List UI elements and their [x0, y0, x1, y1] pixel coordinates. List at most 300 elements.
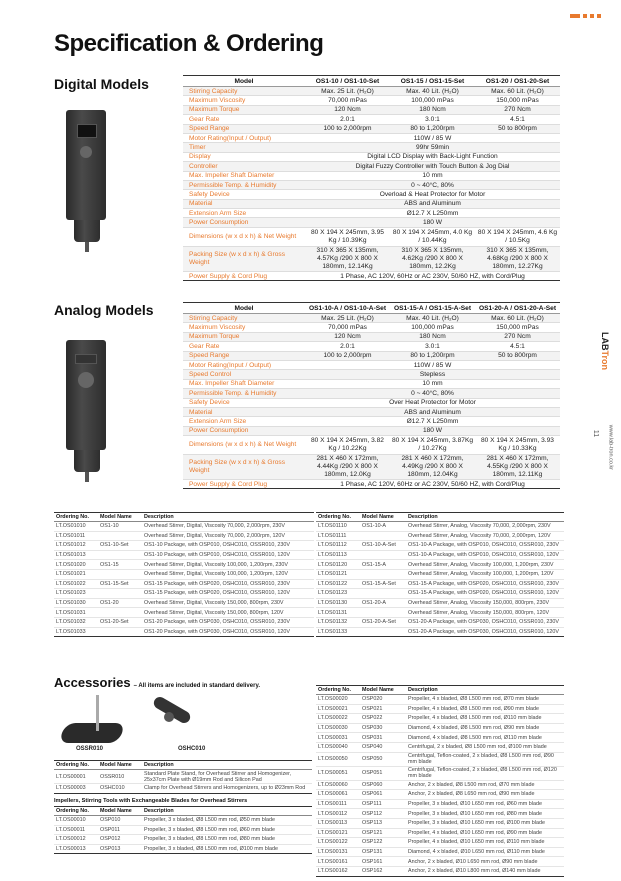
model-name: OSP010	[98, 816, 142, 826]
order-row	[54, 825, 312, 835]
order-row	[54, 579, 314, 589]
description: Overhead Stirrer, Analog, Viscosity 100,000, 1,200rpm, 230V	[406, 560, 564, 570]
description: OS1-10-A Package, with OSP010, OSHC010, OSSR010, 230V	[406, 541, 564, 551]
description: OS1-15 Package, with OSP020, OSHC010, OSSR010, 230V	[142, 579, 314, 589]
model-name	[98, 589, 142, 599]
order-row	[316, 752, 564, 766]
description: Propeller, 4 x bladed, Ø8 L500 mm rod, Ø90 mm blade	[406, 704, 564, 714]
spec-row	[183, 271, 560, 280]
order-row	[54, 589, 314, 599]
spec-value: Max. 40 Lit. (H₂O)	[390, 314, 475, 323]
spec-label: Material	[183, 199, 305, 208]
spec-value: 70,000 mPas	[305, 323, 390, 332]
order-header-cell: Model Name	[360, 513, 406, 522]
order-number: LT.OS01033	[54, 627, 98, 637]
order-row	[316, 733, 564, 743]
spec-label: Packing Size (w x d x h) & Gross Weight	[183, 246, 305, 271]
order-header-cell: Description	[406, 513, 564, 522]
order-header-cell: Description	[142, 807, 312, 816]
accessories-title	[54, 675, 260, 690]
description: Overhead Stirrer, Digital, Viscosity 150,000, 800rpm, 230V	[142, 598, 314, 608]
order-row	[316, 589, 564, 599]
order-row	[54, 560, 314, 570]
spec-value: 4.5:1	[475, 115, 560, 124]
spec-row	[183, 379, 560, 388]
order-number: LT.OS01010	[54, 522, 98, 532]
side-brand-tron: Tron	[600, 350, 610, 370]
digital-models-title: Digital Models	[54, 76, 149, 92]
order-row	[316, 531, 564, 541]
spec-label: Gear Rate	[183, 115, 305, 124]
accessories-note: – All items are included in standard delivery.	[133, 683, 260, 689]
model-name: OSP021	[360, 704, 406, 714]
spec-value: 281 X 460 X 172mm, 4.49Kg /290 X 800 X 180mm, 12.04Kg	[390, 455, 475, 480]
spec-value: ABS and Aluminum	[305, 199, 560, 208]
spec-value: Max. 60 Lit. (H₂O)	[475, 87, 560, 96]
spec-value: 0 ~ 40°C, 80%	[305, 180, 560, 189]
model-name	[98, 569, 142, 579]
model-name: OSP040	[360, 742, 406, 752]
spec-value: 1 Phase, AC 120V, 60Hz or AC 230V, 50/60 HZ, with Cord/Plug	[305, 480, 560, 489]
spec-value: 1 Phase, AC 120V, 60Hz or AC 230V, 50/60 HZ, with Cord/Plug	[305, 271, 560, 280]
model-name	[360, 627, 406, 637]
spec-value: 2.0:1	[305, 115, 390, 124]
description: Clamp for Overhead Stirrers and Homogenizers, up to Ø23mm Rod	[142, 784, 312, 794]
order-row	[316, 809, 564, 819]
spec-value: 120 Ncm	[305, 332, 390, 341]
spec-row	[183, 199, 560, 208]
order-number: LT.OS01111	[316, 531, 360, 541]
description: OS1-15-A Package, with OSP020, OSHC010, OSSR010, 230V	[406, 579, 564, 589]
spec-row	[183, 246, 560, 271]
spec-row	[183, 398, 560, 407]
spec-value: 150,000 mPas	[475, 323, 560, 332]
order-row	[54, 550, 314, 560]
spec-label: Dimensions (w x d x h) & Net Weight	[183, 436, 305, 455]
model-name: OS1-20-A	[360, 598, 406, 608]
clamp-image-label: OSHC010	[178, 746, 206, 752]
description: Propeller, 4 x bladed, Ø8 L500 mm rod, Ø70 mm blade	[406, 695, 564, 705]
order-header-row	[54, 513, 314, 522]
description: Overhead Stirrer, Analog, Viscosity 150,000, 800rpm, 230V	[406, 598, 564, 608]
order-row	[316, 714, 564, 724]
order-row	[54, 784, 312, 794]
spec-value: Stepless	[305, 370, 560, 379]
side-brand-lab: LAB	[600, 332, 610, 351]
spec-value: 110W / 85 W	[305, 360, 560, 369]
spec-label: Extension Arm Size	[183, 209, 305, 218]
spec-value: 80 X 194 X 245mm, 3.93 Kg / 10.33Kg	[475, 436, 560, 455]
spec-value: 4.5:1	[475, 342, 560, 351]
spec-header-row	[183, 303, 560, 314]
order-row	[316, 598, 564, 608]
order-header-cell: Ordering No.	[316, 513, 360, 522]
digital-spec-table	[183, 75, 560, 281]
description: Propeller, 3 x bladed, Ø10 L650 mm rod, Ø80 mm blade	[406, 809, 564, 819]
description: Diamond, 4 x bladed, Ø8 L500 mm rod, Ø110 mm blade	[406, 733, 564, 743]
spec-label: Motor Rating(Input / Output)	[183, 360, 305, 369]
description: Overhead Stirrer, Digital, Viscosity 100,000, 1,200rpm, 120V	[142, 569, 314, 579]
spec-value: 100,000 mPas	[390, 96, 475, 105]
model-name: OSP022	[360, 714, 406, 724]
order-row	[54, 541, 314, 551]
header-decoration	[570, 14, 601, 18]
spec-label: Maximum Torque	[183, 332, 305, 341]
model-name	[360, 608, 406, 618]
spec-row	[183, 370, 560, 379]
spec-value: 100 to 2,000rpm	[305, 351, 390, 360]
model-name: OS1-15-Set	[98, 579, 142, 589]
spec-header-cell: OS1-10 / OS1-10-Set	[305, 76, 390, 87]
order-header-row	[54, 807, 312, 816]
spec-value: 80 X 194 X 245mm, 4.0 Kg / 10.44Kg	[390, 227, 475, 246]
spec-row	[183, 360, 560, 369]
spec-value: 80 to 1,200rpm	[390, 351, 475, 360]
spec-row	[183, 96, 560, 105]
order-number: LT.OS01032	[54, 617, 98, 627]
order-number: LT.OS00030	[316, 723, 360, 733]
spec-value: 281 X 460 X 172mm, 4.44Kg /290 X 800 X 180mm, 12.0Kg	[305, 455, 390, 480]
order-row	[316, 569, 564, 579]
spec-label: Stirring Capacity	[183, 87, 305, 96]
spec-value: 70,000 mPas	[305, 96, 390, 105]
order-number: LT.OS00013	[54, 844, 98, 854]
model-name: OS1-10-Set	[98, 541, 142, 551]
spec-value: 180 W	[305, 426, 560, 435]
order-row	[316, 541, 564, 551]
description: Anchor, 2 x bladed, Ø10 L650 mm rod, Ø90 mm blade	[406, 857, 564, 867]
description: Centrifugal, 2 x bladed, Ø8 L500 mm rod, Ø100 mm blade	[406, 742, 564, 752]
order-header-cell: Model Name	[98, 807, 142, 816]
spec-value: 80 X 194 X 245mm, 3.82 Kg / 10.22Kg	[305, 436, 390, 455]
order-row	[316, 780, 564, 790]
model-name: OSP111	[360, 799, 406, 809]
spec-header-cell: OS1-15-A / OS1-15-A-Set	[390, 303, 475, 314]
spec-header-cell: OS1-20 / OS1-20-Set	[475, 76, 560, 87]
spec-row	[183, 436, 560, 455]
spec-row	[183, 351, 560, 360]
stand-image-label: OSSR010	[76, 746, 104, 752]
model-name: OSP131	[360, 847, 406, 857]
order-number: LT.OS00020	[316, 695, 360, 705]
spec-label: Motor Rating(Input / Output)	[183, 133, 305, 142]
spec-label: Dimensions (w x d x h) & Net Weight	[183, 227, 305, 246]
order-row	[316, 723, 564, 733]
spec-label: Permissible Temp. & Humidity	[183, 180, 305, 189]
website-url: www.lab-tron.co.kr	[607, 424, 613, 470]
order-row	[316, 560, 564, 570]
model-name: OSP112	[360, 809, 406, 819]
model-name	[360, 589, 406, 599]
analog-spec-table	[183, 302, 560, 489]
order-row	[316, 847, 564, 857]
spec-value: 180 Ncm	[390, 105, 475, 114]
spec-row	[183, 323, 560, 332]
order-row	[54, 816, 312, 826]
spec-value: 0 ~ 40°C, 80%	[305, 389, 560, 398]
order-header-cell: Model Name	[98, 513, 142, 522]
model-name: OSP050	[360, 752, 406, 766]
order-number: LT.OS00022	[316, 714, 360, 724]
order-number: LT.OS00131	[316, 847, 360, 857]
description: Overhead Stirrer, Digital, Viscosity 70,000, 2,000rpm, 120V	[142, 531, 314, 541]
spec-value: Max. 25 Lit. (H₂O)	[305, 87, 390, 96]
order-number: LT.OS01122	[316, 579, 360, 589]
spec-row	[183, 407, 560, 416]
order-number: LT.OS00122	[316, 838, 360, 848]
spec-row	[183, 124, 560, 133]
spec-value: 50 to 800rpm	[475, 124, 560, 133]
spec-value: Over Heat Protector for Motor	[305, 398, 560, 407]
order-number: LT.OS01110	[316, 522, 360, 532]
spec-value: Digital LCD Display with Back-Light Function	[305, 152, 560, 161]
model-name: OSP121	[360, 828, 406, 838]
model-name: OSSR010	[98, 770, 142, 784]
order-row	[54, 531, 314, 541]
spec-value: 110W / 85 W	[305, 133, 560, 142]
order-row	[54, 522, 314, 532]
description: OS1-10-A Package, with OSP010, OSHC010, OSSR010, 120V	[406, 550, 564, 560]
order-row	[316, 790, 564, 800]
spec-row	[183, 115, 560, 124]
spec-label: Extension Arm Size	[183, 417, 305, 426]
side-brand-logo	[600, 332, 610, 370]
model-name: OSP162	[360, 866, 406, 876]
order-number: LT.OS00061	[316, 790, 360, 800]
order-row	[54, 844, 312, 854]
model-name	[98, 550, 142, 560]
order-number: LT.OS00011	[54, 825, 98, 835]
model-name	[98, 608, 142, 618]
order-number: LT.OS00162	[316, 866, 360, 876]
page-number: 11	[591, 429, 599, 438]
model-name	[98, 531, 142, 541]
order-number: LT.OS01120	[316, 560, 360, 570]
spec-row	[183, 105, 560, 114]
spec-row	[183, 133, 560, 142]
model-name: OSP013	[98, 844, 142, 854]
order-header-row	[316, 686, 564, 695]
spec-value: ABS and Aluminum	[305, 407, 560, 416]
description: Overhead Stirrer, Digital, Viscosity 100,000, 1,200rpm, 230V	[142, 560, 314, 570]
description: Propeller, 3 x bladed, Ø8 L500 mm rod, Ø100 mm blade	[142, 844, 312, 854]
spec-row	[183, 332, 560, 341]
spec-label: Max. Impeller Shaft Diameter	[183, 171, 305, 180]
spec-value: 180 Ncm	[390, 332, 475, 341]
order-number: LT.OS00031	[316, 733, 360, 743]
spec-label: Maximum Viscosity	[183, 96, 305, 105]
description: Centrifugal, Teflon-coated, 2 x bladed, Ø8 L500 mm rod, Ø90 mm blade	[406, 752, 564, 766]
model-name: OSP030	[360, 723, 406, 733]
order-row	[316, 627, 564, 637]
spec-value: 80 X 194 X 245mm, 3.95 Kg / 10.39Kg	[305, 227, 390, 246]
order-row	[316, 857, 564, 867]
spec-label: Power Supply & Cord Plug	[183, 271, 305, 280]
order-number: LT.OS01031	[54, 608, 98, 618]
description: OS1-15 Package, with OSP020, OSHC010, OSSR010, 120V	[142, 589, 314, 599]
order-number: LT.OS01013	[54, 550, 98, 560]
description: OS1-20-A Package, with OSP030, OSHC010, OSSR010, 230V	[406, 617, 564, 627]
impellers-ordering-table-right	[316, 685, 564, 877]
model-name: OSP061	[360, 790, 406, 800]
order-row	[316, 818, 564, 828]
order-row	[316, 608, 564, 618]
spec-label: Controller	[183, 162, 305, 171]
order-number: LT.OS00021	[316, 704, 360, 714]
order-header-cell: Ordering No.	[54, 761, 98, 770]
spec-label: Stirring Capacity	[183, 314, 305, 323]
description: Propeller, 3 x bladed, Ø8 L500 mm rod, Ø50 mm blade	[142, 816, 312, 826]
spec-header-cell: OS1-15 / OS1-15-Set	[390, 76, 475, 87]
spec-row	[183, 162, 560, 171]
order-number: LT.OS01131	[316, 608, 360, 618]
spec-header-row	[183, 76, 560, 87]
spec-label: Material	[183, 407, 305, 416]
order-row	[316, 550, 564, 560]
order-number: LT.OS00161	[316, 857, 360, 867]
model-name: OS1-10-A-Set	[360, 541, 406, 551]
spec-value: 310 X 365 X 135mm, 4.62Kg /290 X 800 X 180mm, 12.2Kg	[390, 246, 475, 271]
spec-value: 99hr 59min	[305, 143, 560, 152]
spec-row	[183, 143, 560, 152]
spec-label: Packing Size (w x d x h) & Gross Weight	[183, 455, 305, 480]
order-number: LT.OS01121	[316, 569, 360, 579]
order-number: LT.OS00111	[316, 799, 360, 809]
analog-ordering-table	[316, 512, 564, 637]
accessories-ordering-table	[54, 760, 312, 794]
spec-row	[183, 87, 560, 96]
impellers-title: Impellers, Stirring Tools with Exchangeable Blades for Overhead Stirrers	[54, 798, 248, 804]
model-name	[360, 569, 406, 579]
spec-row	[183, 171, 560, 180]
order-number: LT.OS01133	[316, 627, 360, 637]
order-row	[316, 742, 564, 752]
order-row	[316, 695, 564, 705]
spec-header-cell: OS1-10-A / OS1-10-A-Set	[305, 303, 390, 314]
description: Propeller, 3 x bladed, Ø8 L500 mm rod, Ø60 mm blade	[142, 825, 312, 835]
order-number: LT.OS01130	[316, 598, 360, 608]
model-name: OS1-20	[98, 598, 142, 608]
order-number: LT.OS01020	[54, 560, 98, 570]
spec-row	[183, 480, 560, 489]
description: Propeller, 3 x bladed, Ø10 L650 mm rod, Ø100 mm blade	[406, 818, 564, 828]
spec-label: Gear Rate	[183, 342, 305, 351]
order-header-cell: Ordering No.	[54, 807, 98, 816]
spec-value: 80 X 194 X 245mm, 3.87Kg / 10.27Kg	[390, 436, 475, 455]
order-number: LT.OS00051	[316, 766, 360, 780]
order-row	[316, 866, 564, 876]
spec-value: 310 X 365 X 135mm, 4.68Kg /290 X 800 X 180mm, 12.27Kg	[475, 246, 560, 271]
order-header-row	[316, 513, 564, 522]
model-name: OSP031	[360, 733, 406, 743]
order-number: LT.OS01132	[316, 617, 360, 627]
model-name: OS1-15-A-Set	[360, 579, 406, 589]
spec-value: 281 X 460 X 172mm, 4.55Kg /290 X 800 X 180mm, 12.11Kg	[475, 455, 560, 480]
spec-value: 2.0:1	[305, 342, 390, 351]
spec-value: 150,000 mPas	[475, 96, 560, 105]
order-number: LT.OS00121	[316, 828, 360, 838]
description: Propeller, 3 x bladed, Ø10 L650 mm rod, Ø60 mm blade	[406, 799, 564, 809]
order-number: LT.OS00112	[316, 809, 360, 819]
spec-value: 50 to 800rpm	[475, 351, 560, 360]
description: OS1-20 Package, with OSP030, OSHC010, OSSR010, 120V	[142, 627, 314, 637]
page-title: Specification & Ordering	[54, 30, 324, 57]
spec-row	[183, 190, 560, 199]
spec-label: Maximum Viscosity	[183, 323, 305, 332]
spec-row	[183, 389, 560, 398]
order-header-cell: Ordering No.	[54, 513, 98, 522]
description: Propeller, 3 x bladed, Ø8 L500 mm rod, Ø80 mm blade	[142, 835, 312, 845]
spec-value: 80 X 194 X 245mm, 4.6 Kg / 10.5Kg	[475, 227, 560, 246]
order-number: LT.OS00001	[54, 770, 98, 784]
description: Overhead Stirrer, Digital, Viscosity 150,000, 800rpm, 120V	[142, 608, 314, 618]
description: Propeller, 4 x bladed, Ø10 L650 mm rod, Ø110 mm blade	[406, 838, 564, 848]
spec-label: Display	[183, 152, 305, 161]
order-number: LT.OS01021	[54, 569, 98, 579]
model-name: OS1-15-A	[360, 560, 406, 570]
description: Overhead Stirrer, Digital, Viscosity 70,000, 2,000rpm, 230V	[142, 522, 314, 532]
spec-label: Power Consumption	[183, 426, 305, 435]
spec-row	[183, 180, 560, 189]
spec-value: 10 mm	[305, 379, 560, 388]
spec-value: Max. 60 Lit. (H₂O)	[475, 314, 560, 323]
spec-row	[183, 417, 560, 426]
model-name	[360, 531, 406, 541]
spec-value: 310 X 365 X 135mm, 4.57Kg /290 X 800 X 180mm, 12.14Kg	[305, 246, 390, 271]
order-number: LT.OS00040	[316, 742, 360, 752]
order-header-cell: Model Name	[98, 761, 142, 770]
model-name: OSP060	[360, 780, 406, 790]
spec-value: Ø12.7 X L250mm	[305, 209, 560, 218]
spec-row	[183, 455, 560, 480]
spec-value: 120 Ncm	[305, 105, 390, 114]
model-name: OSP011	[98, 825, 142, 835]
spec-label: Permissible Temp. & Humidity	[183, 389, 305, 398]
spec-value: 100,000 mPas	[390, 323, 475, 332]
spec-header-cell: Model	[183, 76, 305, 87]
order-header-cell: Description	[142, 761, 312, 770]
order-row	[316, 828, 564, 838]
spec-label: Power Supply & Cord Plug	[183, 480, 305, 489]
model-name: OSP122	[360, 838, 406, 848]
description: Standard Plate Stand, for Overhead Stirrer and Homogenizer, 25x37cm Plate with Ø19mm Rod and Silicon Pad	[142, 770, 312, 784]
order-number: LT.OS01113	[316, 550, 360, 560]
order-header-row	[54, 761, 312, 770]
spec-header-cell: OS1-20-A / OS1-20-A-Set	[475, 303, 560, 314]
spec-label: Safety Device	[183, 190, 305, 199]
accessories-heading: Accessories	[54, 675, 131, 690]
order-row	[54, 627, 314, 637]
spec-value: Max. 25 Lit. (H₂O)	[305, 314, 390, 323]
order-header-cell: Description	[406, 686, 564, 695]
spec-row	[183, 209, 560, 218]
order-number: LT.OS01123	[316, 589, 360, 599]
description: Overhead Stirrer, Analog, Viscosity 70,000, 2,000rpm, 230V	[406, 522, 564, 532]
description: Diamond, 4 x bladed, Ø10 L650 mm rod, Ø110 mm blade	[406, 847, 564, 857]
order-number: LT.OS01023	[54, 589, 98, 599]
model-name: OSP051	[360, 766, 406, 780]
spec-row	[183, 314, 560, 323]
order-number: LT.OS01112	[316, 541, 360, 551]
order-row	[54, 770, 312, 784]
order-row	[316, 579, 564, 589]
spec-value: 3.0:1	[390, 115, 475, 124]
spec-row	[183, 152, 560, 161]
order-number: LT.OS01012	[54, 541, 98, 551]
order-row	[54, 835, 312, 845]
spec-label: Safety Device	[183, 398, 305, 407]
spec-label: Speed Range	[183, 351, 305, 360]
